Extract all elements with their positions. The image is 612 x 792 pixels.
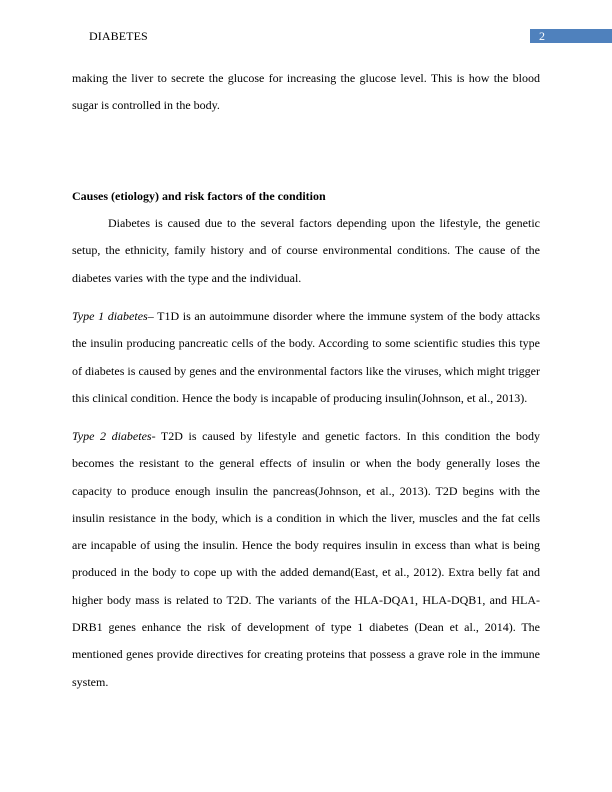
running-head: DIABETES <box>89 29 148 43</box>
type-1-text: – T1D is an autoimmune disorder where the immune system of the body attacks the insulin producing pancreatic cells of the body. According to some scientific studies this type of diabetes is caused by genes and the environmental factors like the viruses, which might trigger this clinical condition. Hence the body is incapable of producing insulin(Johnson, et al., 2013). <box>72 309 540 405</box>
type-1-term: Type 1 diabetes <box>72 309 148 323</box>
paragraph-continued: making the liver to secrete the glucose for increasing the glucose level. This is how the blood sugar is controlled in the body. <box>72 71 540 113</box>
page-number-bar <box>530 29 612 43</box>
type-2-text: - T2D is caused by lifestyle and genetic factors. In this condition the body becomes the resistant to the general effects of insulin or when the body generally loses the capacity to produce enough insulin the pancreas(Johnson, et al., 2013). T2D begins with the insulin resistance in the body, which is a condition in which the liver, muscles and the fat cells are incapable of using the insulin. Hence the body requires insulin in excess than what is being produced in the body to cope up with the added demand(East, et al., 2012). Extra belly fat and higher body mass is related to T2D. The variants of the HLA-DQA1, HLA-DQB1, and HLA-DRB1 genes enhance the risk of development of type 1 diabetes (Dean et al., 2014). The mentioned genes provide directives for creating proteins that possess a grave role in the immune system. <box>72 429 540 689</box>
paragraph-type-2 <box>72 423 540 696</box>
page-number: 2 <box>539 29 545 43</box>
type-2-term: Type 2 diabetes <box>72 429 152 443</box>
paragraph-causes: Diabetes is caused due to the several factors depending upon the lifestyle, the genetic setup, the ethnicity, family history and of course environmental conditions. The cause of the diabetes varies with the type and the individual. <box>72 216 540 285</box>
paragraph-type-1 <box>72 303 540 412</box>
section-heading: Causes (etiology) and risk factors of the condition <box>72 189 326 203</box>
